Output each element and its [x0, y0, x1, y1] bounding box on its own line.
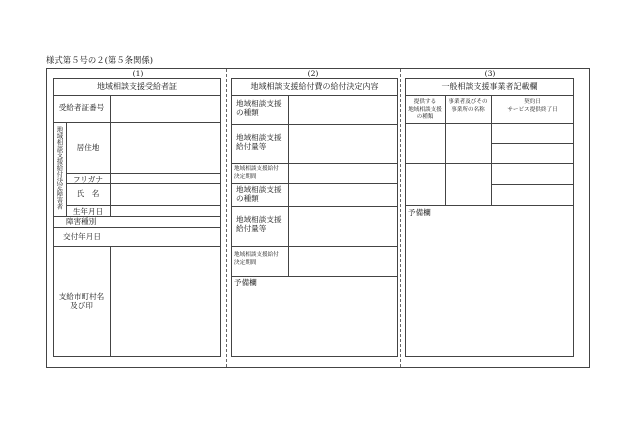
section-3-notes-label: 予備欄	[408, 208, 431, 217]
section-number-3: (3)	[484, 69, 496, 78]
service-amount-label-2: 地域相談支援 給付量等	[236, 215, 282, 234]
birthdate-label: 生年月日	[72, 207, 104, 216]
section-3-title: 一般相談支援事業者記載欄	[441, 82, 538, 91]
name-label: 氏 名	[76, 189, 100, 198]
service-type-label-2: 地域相談支援 の種類	[236, 185, 282, 204]
service-type-label-1: 地域相談支援 の種類	[236, 99, 282, 118]
form-title: 様式第５号の２(第５条関係)	[46, 55, 154, 65]
service-type-header: 提供する 地域相談支援 の種類	[408, 99, 442, 121]
section-divider-2	[400, 69, 401, 367]
issue-date-label: 交付年月日	[63, 232, 101, 241]
contract-date-header: 契約日 サービス提供終了日	[507, 99, 558, 113]
section-2-title: 地域相談支援給付費の給付決定内容	[250, 82, 379, 91]
address-label: 居住地	[76, 143, 100, 152]
decision-period-label-1: 地域相談支援給付 決定期間	[234, 166, 279, 180]
section-1-title: 地域相談支援受給者証	[97, 82, 177, 91]
municipality-label: 支給市町村名 及び印	[58, 292, 105, 311]
recipient-vertical-label: 地域相談支援給付決定障害者	[55, 126, 64, 210]
section-number-1: (1)	[132, 69, 144, 78]
provider-name-header: 事業者及びその 事業所の名称	[448, 99, 488, 113]
furigana-label: フリガナ	[73, 175, 103, 184]
section-number-2: (2)	[307, 69, 319, 78]
disability-type-label: 障害種別	[66, 217, 97, 226]
decision-period-label-2: 地域相談支援給付 決定期間	[234, 252, 279, 266]
recipient-number-label: 受給者証番号	[58, 103, 105, 112]
section-2-notes-label: 予備欄	[234, 278, 257, 287]
section-divider-1	[226, 69, 227, 367]
service-amount-label-1: 地域相談支援 給付量等	[236, 133, 282, 152]
